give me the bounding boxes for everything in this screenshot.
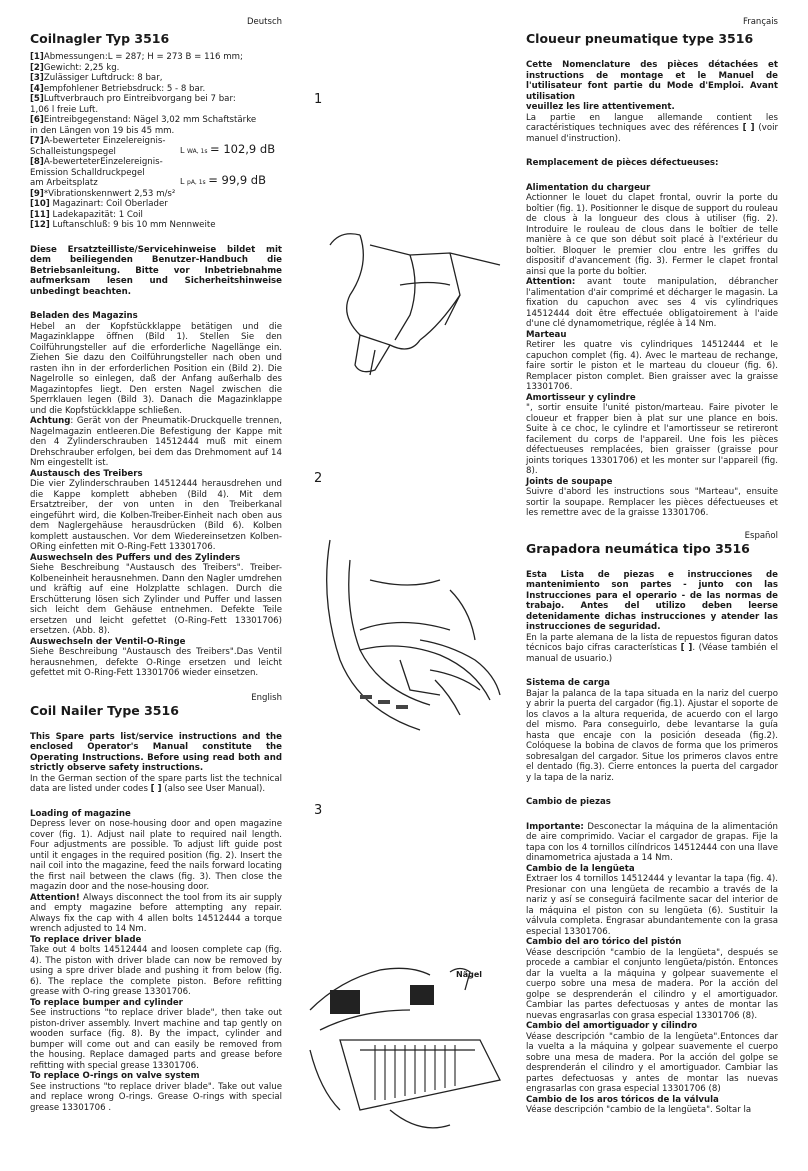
codes-fr: La partie en langue allemande contient les caractéristiques techniques avec des références [ ] (voir manuel d'instruction). [526,112,779,144]
figure-3-drawing [300,950,512,1150]
warning-en: This Spare parts list/service instructions and the enclosed Operator's Manual constitute the Operating Instructions. Before using read both and strictly observe safety instructions. [30,731,282,773]
heading-hammer-fr: Marteau [526,329,567,340]
heading-piston-es: Cambio del aro tórico del pistón [526,937,682,947]
heading-valve-es: Cambio de los aros tóricos de la válvula [526,1094,719,1105]
text-attn-de: Achtung: Gerät von der Pneumatik-Druckquelle trennen, Nagelmagazin entleeren.Die Befestigung der Kappe mit den 4 Zylinderschrauben 14512444 muß mit einem Drehschrauber erfolgen, bei dem das Drehmoment auf 14 Nm eingestellt ist. [30,416,282,468]
text-damper-es: Véase descripción "cambio de la lengüeta".Entonces dar la vuelta a la máquina y golpear suavemente el cuerpo sobre una mesa de madera. Por la acción del golpe se desprenderán el cilindro y el amortiguador. Cambiar las partes defectuosas y antes de montar las nuevas engrasarlas con grasa especial 13301706 (8) [526,1031,778,1094]
title-de: Coilnagler Typ 3516 [30,31,170,46]
text-orings-en: See instructions "to replace driver blade". Take out value and replace wrong O-rings. Grease O-rings with special grease 13301706 . [30,1081,282,1113]
text-load-en: Depress lever on nose-housing door and open magazine cover (fig. 1). Adjust nail plate to required nail length. Four adjustments are possible. To adjust lift guide post until it engages in the required position (fig. 2). Insert the nail coil into the magazine, feed the nails forward locating the first nail between the claws (fig. 3). Then close the magazin door and the nose-housing door. [30,819,282,892]
heading-bumper-en: To replace bumper and cylinder [30,997,183,1008]
text-damper-fr: ", sortir ensuite l'unité piston/marteau. Faire pivoter le cloueur et frapper bien à plat sur une plance en bois. Suite à ce choc, le cylindre et l'amortisseur se retireront facilement du corps de l'appareil. Une fois les pièces défectueuses remplacées, bien graisser (graisse pour joints toriques 13301706) et les monter sur l'appareil (fig. 8). [526,403,778,476]
spec-item: [10] Magazinart: Coil Oberlader [30,199,168,209]
text-driver-de: Die vier Zylinderschrauben 14512444 herausdrehen und die Kappe komplett abheben (Bild 4). Mit dem Ersatztreiber, der von unten in den Treiberkanal eingeführt wird, die Kolben-Treiber-Einheit nach oben aus dem Naglergehäuse herausdrücken (Bild 6). Kolben komplett austauschen. Vor dem Wiedereinsetzen Kolben-ORing einfetten mit O-Ring-Fett 13301706. [30,479,282,552]
heading-feed-fr: Alimentation du chargeur [526,182,651,193]
figure-2-drawing [300,520,512,750]
lang-label-de: Deutsch [247,17,282,27]
spec-item: 1,06 l freie Luft. [30,104,99,115]
text-attn-fr: Attention: avant toute manipulation, débrancher l'alimentation d'air comprimé et décharger le magasin. La fixation du capuchon avec ses 4 vis cylindriques 14512444 doit être effectuée obligatoirement à l'aide d'une clé dynamometrique, réglée à 14 Nm. [526,277,778,329]
codes-en: In the German section of the spare parts list the technical data are listed under codes [ ] (also see User Manual). [30,773,282,794]
lang-label-en: English [251,692,282,703]
heading-change-es: Cambio de piezas [526,797,611,807]
warning-fr: Cette Nomenclature des pièces détachées et instructions de montage et le Manuel de l'utilisateur font partie du Mode d'Emploi. Avant utilisation [526,60,778,102]
spec-item: [4]empfohlener Betriebsdruck: 5 - 8 bar. [30,83,206,94]
spec-7-value: Schalleistungspegel L WA, 1s = 102,9 dB [30,141,276,157]
spec-item: [7]A-bewerteter Einzelereignis- [30,136,166,146]
heading-driver-en: To replace driver blade [30,934,142,945]
spec-item: Emission Schalldruckpegel [30,167,145,178]
heading-buffer-de: Auswechseln des Puffers und des Zylinders [30,552,241,563]
figure-column [300,0,512,1171]
right-column [526,0,778,1116]
spec-item: [5]Luftverbrauch pro Eintreibvorgang bei 7 bar: [30,94,236,104]
text-tongue-es: Extraer los 4 tornillos 14512444 y levantar la tapa (fig. 4). Presionar con una lengüeta de recambio a través de la nariz y así se conseguirá facilmente sacar del interior de la máquina el piston con su lengüeta (6). Sustituir la válvula completa. Engrasar abundantemente con la grasa especial 13301706. [526,874,778,937]
heading-load-es: Sistema de carga [526,678,610,688]
heading-driver-de: Austausch des Treibers [30,468,143,479]
spec-item: [12] Luftanschluß: 9 bis 10 mm Nennweite [30,220,216,230]
title-en: Coil Nailer Type 3516 [30,702,179,718]
heading-damper-fr: Amortisseur y cylindre [526,392,636,403]
heading-damper-es: Cambio del amortiguador y cilindro [526,1021,698,1031]
text-buffer-de: Siehe Beschreibung "Austausch des Treibers". Treiber-Kolbeneinheit herausnehmen. Dann den Nagler umdrehen und kräftig auf eine Holzplatte schlagen. Durch die Erschütterung lösen sich Zylinder und Puffer und lassen sich leicht dem Gehäuse entnehmen. Defekte Teile ersetzen und leicht gefettet (O-Ring-Fett 13301706) ersetzen. (Abb. 8). [30,563,282,636]
text-valve-fr: Suivre d'abord les instructions sous "Marteau", ensuite sortir la soupape. Remplacer les pièces défectueuses et les remettre avec de la graisse 13301706. [526,487,778,518]
text-bumper-en: See instructions "to replace driver blade", then take out piston-driver assembly. Invert machine and tap gently on wooden surface (fig. 8). By the impact, cylinder and bumper will come out and can easily be removed from the housing. Replace damaged parts and grease before refitting with special grease 13301706. [30,1008,282,1071]
warning-de: Diese Ersatzteilliste/Servicehinweise bildet mit dem beiliegenden Benutzer-Handbuch die Betriebsanleitung. Bitte vor Inbetriebnahme aufmerksam lesen und Sicherheitshinweise unbedingt beachten. [30,244,282,297]
spec-list-de [30,52,282,147]
spec-item: in den Längen von 19 bis 45 mm. [30,125,175,136]
text-load-de: Hebel an der Kopfstückklappe betätigen und die Magazinklappe öffnen (Bild 1). Stellen Sie den Coilführungsteller auf die erforderliche Nagellänge ein. Ziehen Sie dazu den Coilführungsteller nach oben und rasten ihn in der erforderlichen Position ein (Bild 2). Die Nagelrolle so einlegen, daß der Anfang außerhalb des Magazintopfes liegt. Den ersten Nagel zwischen die Sperrklauen legen (Bild 3). Danach die Magazinklappe und die Kopfstückklappe schließen. [30,321,282,416]
spec-list-de-2 [30,189,282,231]
spec-item: [6]Eintreibgegenstand: Nägel 3,02 mm Schaftstärke [30,115,257,125]
title-es: Grapadora neumática tipo 3516 [526,540,750,556]
text-valve-es: Véase descripción "cambio de la lengüeta". Soltar la [526,1105,752,1115]
codes-es: En la parte alemana de la lista de repuestos figuran datos técnicos bajo cifras características [ ]. (Véase también el manual de usuario.) [526,632,778,664]
title-fr: Cloueur pneumatique type 3516 [526,31,754,46]
heading-load-en: Loading of magazine [30,808,131,819]
spec-8-value: am Arbeitsplatz L pA, 1s = 99,9 dB [30,173,266,188]
lang-label-fr: Français [742,17,778,27]
figure-number-2: 2 [314,471,323,486]
text-piston-es: Véase descripción "cambio de la lengüeta", después se procede a cambiar el conjunto lengüeta/pistón. Entonces dar la vuelta a la máquina y golpear suavemente el cuerpo sobre una mesa de madera. Por la acción del golpe se desprenderán el cilindro y el amortiguador. Cambiar las partes defectuosas y antes de montar las nuevas engrasarlas con grasa especial 13301706 (8). [526,947,778,1021]
heading-replace-fr: Remplacement de pièces défectueuses: [526,158,719,168]
text-attn-en: Attention! Always disconnect the tool from its air supply and empty magazine before attempting any repair. Always fix the cap with 4 allen bolts 14512444 a torque wrench adjusted to 14 Nm. [30,892,282,934]
text-load-es: Bajar la palanca de la tapa situada en la nariz del cuerpo y abrir la puerta del cargador (fig.1). Ajustar el soporte de los clavos a la altura requerida, de acuerdo con el largo del mismo. Para conseguirlo, debe levantarse la guía hasta que encaje con la posición deseada (fig.2). Colóquese la bobina de clavos de forma que los primeros sobresalgan del cargador. Situe los primeros clavos entre el dentado (fig.3). Cierre entonces la puerta del cargador y la tapa de la nariz. [526,688,778,783]
spec-item: [11] Ladekapazität: 1 Coil [30,209,143,220]
heading-load-de: Beladen des Magazins [30,311,138,321]
spec-item: [9]*Vibrationskennwert 2,53 m/s² [30,188,176,199]
heading-valve-de: Auswechseln der Ventil-O-Ringe [30,636,186,647]
left-column [30,0,282,1113]
spec-item: [1]Abmessungen:L = 287; H = 273 B = 116 mm; [30,52,243,62]
heading-tongue-es: Cambio de la lengüeta [526,863,635,874]
heading-valve-fr: Joints de soupape [526,476,613,487]
text-driver-en: Take out 4 bolts 14512444 and loosen complete cap (fig. 4). The piston with driver blade can now be removed by using a spre driver blade and pushing it from below (fig. 6). The replace the complete piston. Before refitting grease with O-ring grease 13301706. [30,945,282,997]
spec-item: [2]Gewicht: 2,25 kg. [30,62,120,73]
figure-number-3: 3 [314,803,323,818]
text-imp-es: Importante: Desconectar la máquina de la alimentación de aire comprimido. Vaciar el cargador de grapas. Fije la tapa con los 4 tornillos cilíndricos 14512444 con una llave dinamometrica ajustada a 14 Nm. [526,821,778,863]
figure-1-drawing [300,225,512,405]
nail-label: Nägel [456,970,482,979]
figure-number-1: 1 [314,92,323,107]
warning-es: Esta Lista de piezas e instrucciones de mantenimiento son partes - junto con las Instrucciones para el operario - de las normas de trabajo. Antes del utilizo deben leerse detenidamente dichas instrucciones y atender las instrucciones de seguridad. [526,569,778,632]
spec-item: [3]Zulässiger Luftdruck: 8 bar, [30,73,163,83]
text-valve-de: Siehe Beschreibung "Austausch des Treibers".Das Ventil herausnehmen, defekte O-Ringe ersetzen und leicht gefettet mit O-Ring-Fett 13301706 wieder einsetzen. [30,647,282,678]
text-hammer-fr: Retirer les quatre vis cylindriques 14512444 et le capuchon complet (fig. 4). Avec le marteau de rechange, faire sortir le piston et le marteau du cloueur (fig. 6). Remplacer piston complet. Bien graisser avec la graisse 13301706. [526,340,778,392]
warning-fr-2: veuillez les lire attentivement. [526,102,675,112]
heading-orings-en: To replace O-rings on valve system [30,1071,200,1081]
lang-label-es: Español [744,530,778,541]
text-feed-fr: Actionner le louet du clapet frontal, ouvrir la porte du boîtier (fig. 1). Positionner le disque de support du rouleau de clous à la longueur des clous à utiliser (fig. 2). Introduire le rouleau de clous dans le boîtier de telle manière à ce que son début soit placé à l'extérieur du boîtier. Bloquer le premier clou entre les griffes du dispositif d'avancement (fig. 3). Fermer le clapet frontal ainsi que la porte du boîtier. [526,193,778,277]
spec-item: [8]A-bewerteterEinzelereignis- [30,157,163,167]
